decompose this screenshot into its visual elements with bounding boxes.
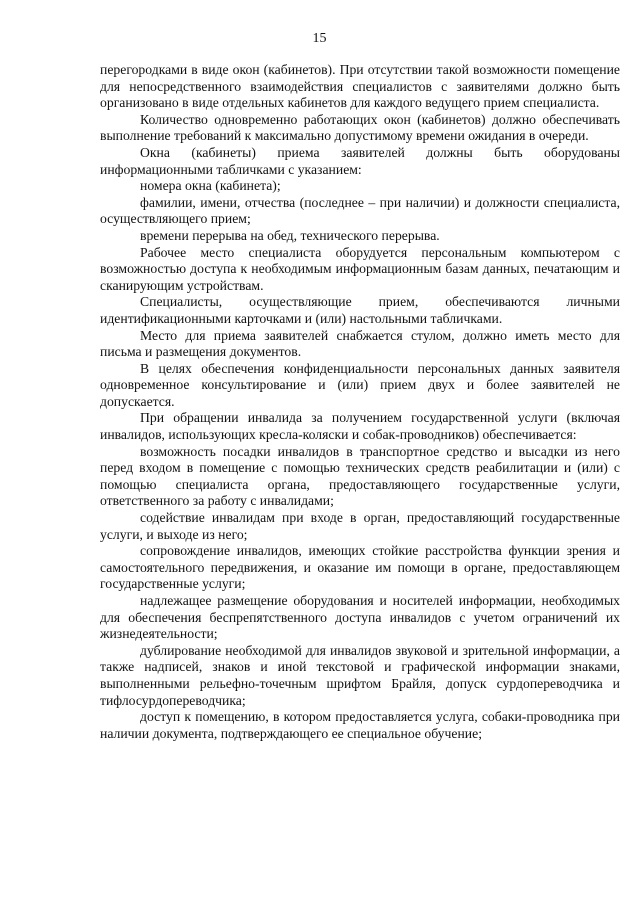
- list-item: надлежащее размещение оборудования и носителей информации, необходимых для обеспечения беспрепятственного доступа инвалидов с учетом ограничений их жизнедеятельности;: [100, 593, 620, 642]
- paragraph: Место для приема заявителей снабжается стулом, должно иметь место для письма и размещения документов.: [100, 327, 620, 360]
- document-body: [100, 62, 620, 742]
- list-item: дублирование необходимой для инвалидов звуковой и зрительной информации, а также надписей, знаков и иной текстовой и графической информации знаками, выполненными рельефно-точечным шрифтом Брайля, допуск сурдопереводчика и тифлосурдопереводчика;: [100, 642, 620, 708]
- list-item: сопровождение инвалидов, имеющих стойкие расстройства функции зрения и самостоятельного передвижения, и оказание им помощи в органе, предоставляющем государственные услуги;: [100, 543, 620, 592]
- list-item: возможность посадки инвалидов в транспортное средство и высадки из него перед входом в помещение с помощью технических средств реабилитации и (или) с помощью специалиста органа, предоставляющего государственные услуги, ответственного за работу с инвалидами;: [100, 443, 620, 509]
- paragraph: Рабочее место специалиста оборудуется персональным компьютером с возможностью доступа к необходимым информационным базам данных, печатающим и сканирующим устройствам.: [100, 244, 620, 293]
- paragraph: перегородками в виде окон (кабинетов). При отсутствии такой возможности помещение для непосредственного взаимодействия специалистов с заявителями должно быть организовано в виде отдельных кабинетов для каждого ведущего прием специалиста.: [100, 62, 620, 111]
- list-item: содействие инвалидам при входе в орган, предоставляющий государственные услуги, и выходе из него;: [100, 510, 620, 542]
- list-item: фамилии, имени, отчества (последнее – при наличии) и должности специалиста, осуществляющего прием;: [100, 194, 620, 227]
- list-item: номера окна (кабинета);: [140, 178, 281, 194]
- list-item: времени перерыва на обед, технического перерыва.: [140, 227, 440, 243]
- paragraph: В целях обеспечения конфиденциальности персональных данных заявителя одновременное консультирование и (или) прием двух и более заявителей не допускается.: [100, 360, 620, 409]
- paragraph: При обращении инвалида за получением государственной услуги (включая инвалидов, использующих кресла-коляски и собак-проводников) обеспечивается:: [100, 410, 620, 443]
- paragraph: Окна (кабинеты) приема заявителей должны быть оборудованы информационными табличками с указанием:: [100, 144, 620, 177]
- paragraph: Количество одновременно работающих окон (кабинетов) должно обеспечивать выполнение требований к максимально допустимому времени ожидания в очереди.: [100, 111, 620, 144]
- paragraph: Специалисты, осуществляющие прием, обеспечиваются личными идентификационными карточками и (или) настольными табличками.: [100, 294, 620, 326]
- page-number: 15: [312, 31, 327, 46]
- list-item: доступ к помещению, в котором предоставляется услуга, собаки-проводника при наличии документа, подтверждающего ее специальное обучение;: [100, 709, 620, 741]
